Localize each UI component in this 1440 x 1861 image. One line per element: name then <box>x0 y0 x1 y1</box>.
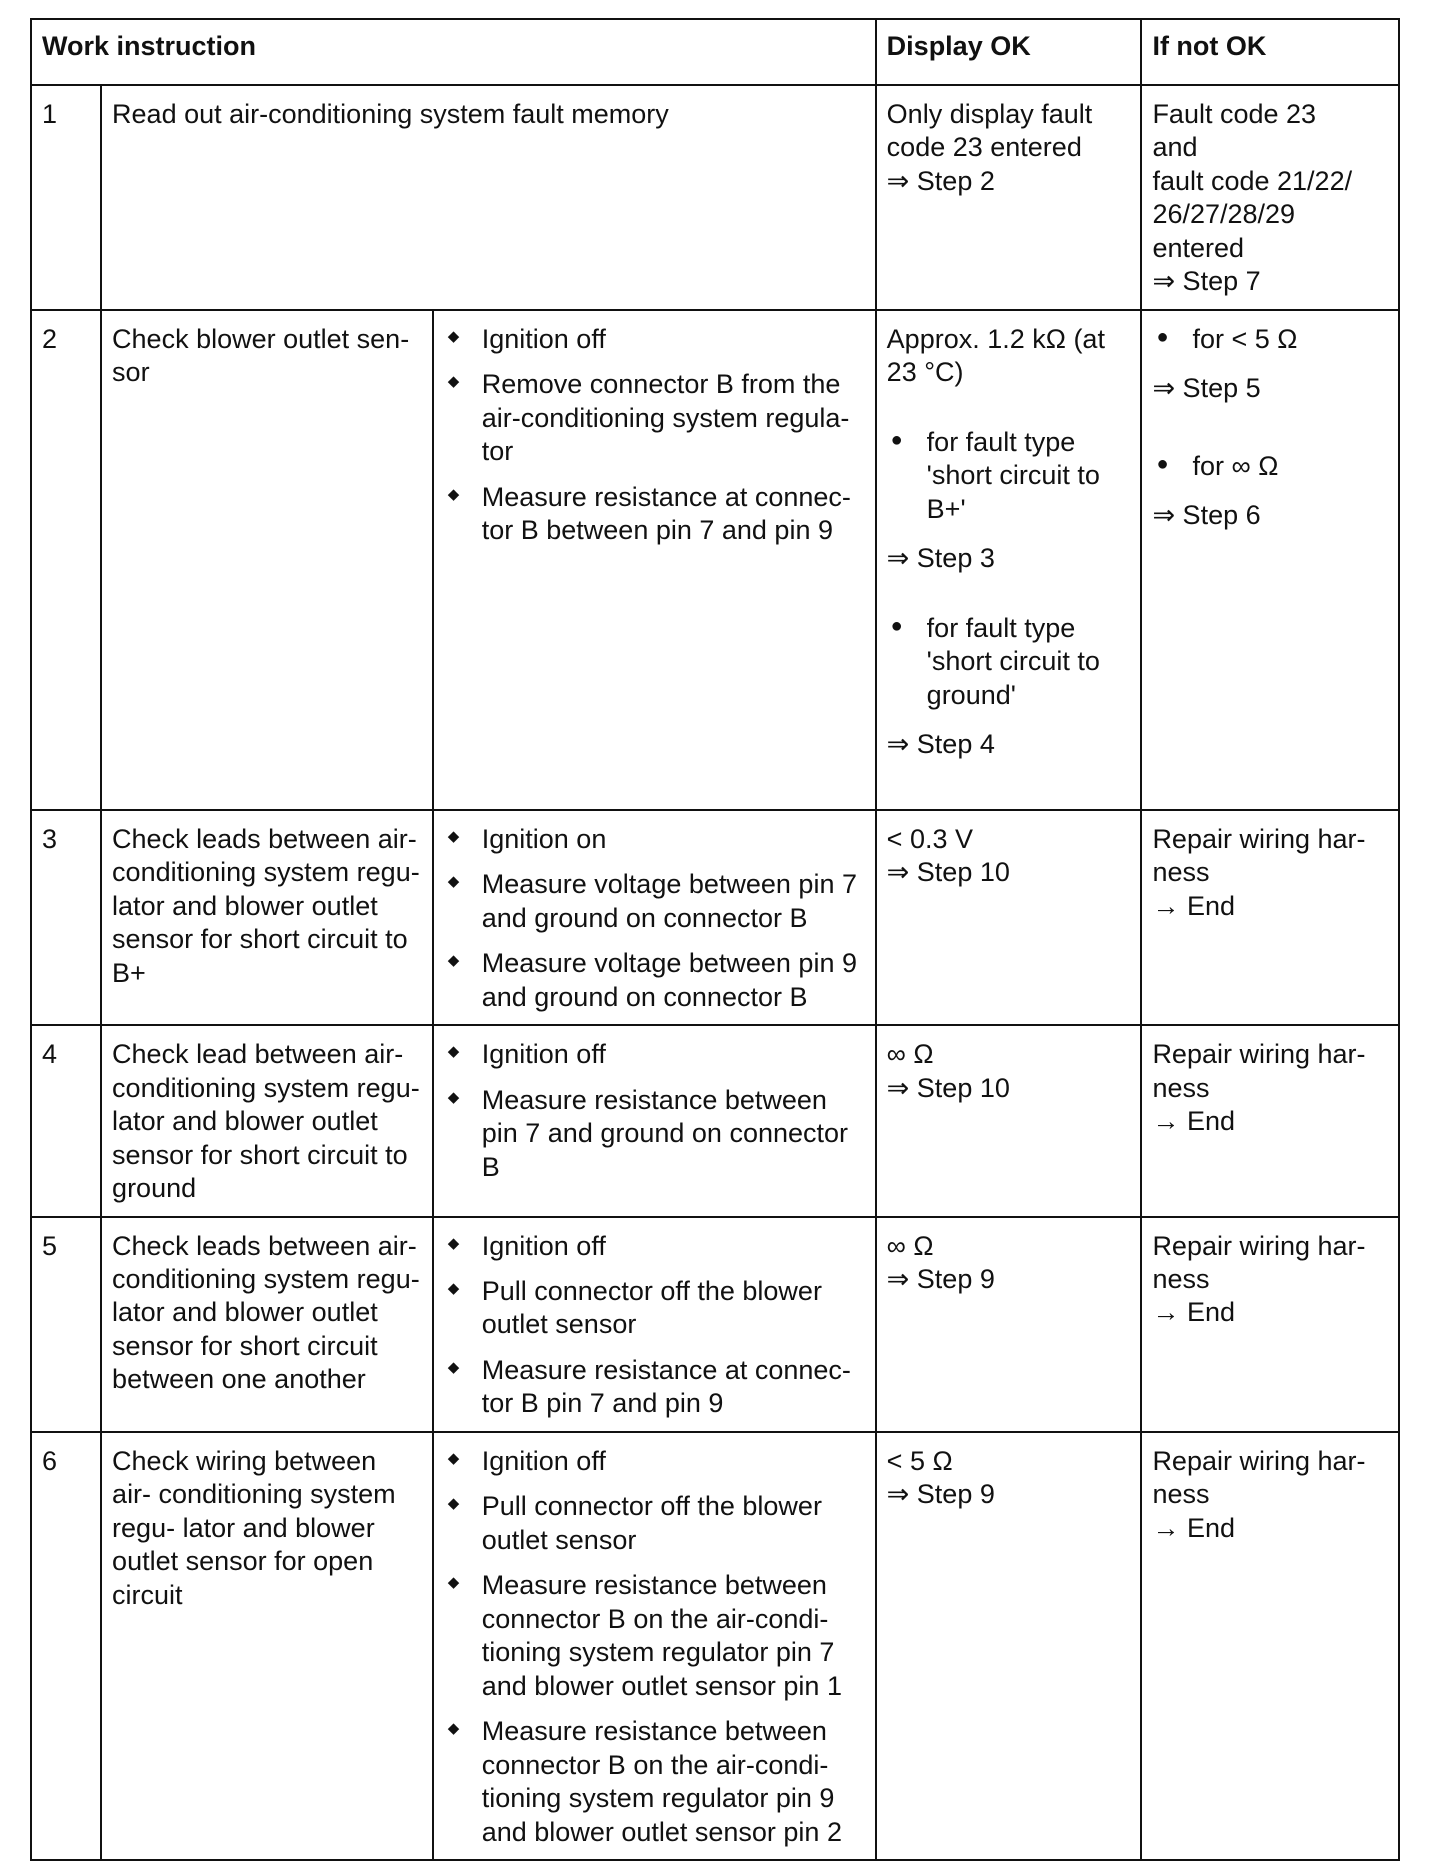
step-number: 5 <box>31 1217 101 1432</box>
instruction-text: Check leads between air- conditioning system regu- lator and blower outlet sensor for short circuit to B+ <box>101 810 433 1025</box>
table-row <box>31 85 1399 310</box>
table-row <box>31 810 1399 1025</box>
sub-steps-cell <box>433 1025 876 1216</box>
ok-value: < 0.3 V <box>886 823 973 854</box>
not-ok-result: ⇒ Step 6 <box>1152 500 1261 531</box>
sub-steps-cell <box>433 310 876 810</box>
ok-result: ⇒ Step 9 <box>886 1263 995 1294</box>
ok-value: ∞ Ω <box>886 1039 934 1070</box>
ok-case: ● for fault type 'short circuit to B+' <box>887 426 1131 526</box>
sub-step: ◆ Measure voltage between pin 9 and ground on connector B <box>444 947 865 1014</box>
step-number: 2 <box>31 310 101 810</box>
not-ok-result: → End <box>1152 1297 1235 1328</box>
not-ok-case: ● for ∞ Ω <box>1152 450 1388 483</box>
instruction-text: Read out air-conditioning system fault memory <box>101 85 876 310</box>
step-number: 3 <box>31 810 101 1025</box>
sub-step: ◆ Ignition off <box>444 1230 865 1263</box>
not-ok-cell <box>1141 1432 1399 1860</box>
table-row <box>31 1217 1399 1432</box>
table-row <box>31 310 1399 810</box>
ok-value: ∞ Ω <box>886 1230 934 1261</box>
sub-step: ◆ Measure resistance at connec- tor B between pin 7 and pin 9 <box>444 481 865 548</box>
sub-steps-cell <box>433 1217 876 1432</box>
not-ok-cell <box>1141 85 1399 310</box>
not-ok-result: ⇒ Step 7 <box>1152 266 1261 297</box>
table-header-row <box>31 19 1399 85</box>
sub-steps-list <box>444 1038 865 1184</box>
not-ok-text: fault code 21/22/ 26/27/28/29 entered <box>1152 165 1353 263</box>
not-ok-text: and <box>1152 132 1198 163</box>
display-ok-cell <box>876 85 1142 310</box>
instruction-text: Check wiring between air- conditioning system regu- lator and blower outlet sensor for open circuit <box>101 1432 433 1860</box>
ok-result: ⇒ Step 9 <box>886 1479 995 1510</box>
sub-step: ◆ Measure resistance at connec- tor B pin 7 and pin 9 <box>444 1354 865 1421</box>
sub-step: ◆ Measure voltage between pin 7 and ground on connector B <box>444 868 865 935</box>
header-if-not-ok: If not OK <box>1141 19 1399 85</box>
header-work-instruction: Work instruction <box>31 19 876 85</box>
table-row <box>31 1432 1399 1860</box>
not-ok-text: Repair wiring har- ness <box>1152 1039 1366 1103</box>
sub-step: ◆ Measure resistance between pin 7 and ground on connector B <box>444 1084 865 1184</box>
not-ok-cell <box>1141 1025 1399 1216</box>
ok-value: < 5 Ω <box>886 1445 953 1476</box>
sub-step: ◆ Ignition off <box>444 323 865 356</box>
not-ok-text: Repair wiring har- ness <box>1152 1230 1366 1294</box>
sub-step: ◆ Measure resistance between connector B on the air-condi- tioning system regulator pin 9 and blower outlet sensor pin 2 <box>444 1715 865 1849</box>
sub-steps-cell <box>433 1432 876 1860</box>
work-instruction-document <box>30 18 1400 1861</box>
sub-steps-list <box>444 1445 865 1849</box>
ok-case: ● for fault type 'short circuit to ground' <box>887 612 1131 712</box>
display-ok-cell <box>876 810 1142 1025</box>
sub-steps-list <box>444 323 865 548</box>
sub-steps-list <box>444 823 865 1014</box>
not-ok-result: ⇒ Step 5 <box>1152 373 1261 404</box>
not-ok-result: → End <box>1152 1512 1235 1543</box>
ok-result: ⇒ Step 10 <box>886 857 1010 888</box>
ok-result: ⇒ Step 10 <box>886 1072 1010 1103</box>
display-ok-cell <box>876 1025 1142 1216</box>
instruction-text: Check leads between air- conditioning system regu- lator and blower outlet sensor for short circuit between one another <box>101 1217 433 1432</box>
step-number: 4 <box>31 1025 101 1216</box>
not-ok-result: → End <box>1152 1106 1235 1137</box>
not-ok-text: Fault code 23 <box>1152 99 1317 129</box>
sub-step: ◆ Ignition off <box>444 1038 865 1071</box>
sub-steps-list <box>444 1230 865 1421</box>
display-ok-cell <box>876 310 1142 810</box>
instruction-text: Check lead between air- conditioning system regu- lator and blower outlet sensor for short circuit to ground <box>101 1025 433 1216</box>
step-number: 6 <box>31 1432 101 1860</box>
not-ok-text: Repair wiring har- ness <box>1152 1445 1366 1510</box>
sub-step: ◆ Pull connector off the blower outlet sensor <box>444 1275 865 1342</box>
ok-value: Approx. 1.2 kΩ (at 23 °C) <box>886 323 1105 388</box>
ok-text: Only display fault code 23 entered <box>886 99 1093 163</box>
not-ok-cell <box>1141 810 1399 1025</box>
sub-step: ◆ Remove connector B from the air-conditioning system regula- tor <box>444 368 865 468</box>
work-instruction-table <box>30 18 1400 1861</box>
table-row <box>31 1025 1399 1216</box>
instruction-text: Check blower outlet sen- sor <box>101 310 433 810</box>
header-display-ok: Display OK <box>876 19 1142 85</box>
ok-result: ⇒ Step 3 <box>886 543 995 574</box>
display-ok-cell <box>876 1432 1142 1860</box>
not-ok-cell <box>1141 310 1399 810</box>
not-ok-cell <box>1141 1217 1399 1432</box>
step-number: 1 <box>31 85 101 310</box>
sub-step: ◆ Ignition off <box>444 1445 865 1478</box>
not-ok-result: → End <box>1152 890 1235 921</box>
sub-step: ◆ Measure resistance between connector B on the air-condi- tioning system regulator pin 7 and blower outlet sensor pin 1 <box>444 1569 865 1703</box>
sub-step: ◆ Pull connector off the blower outlet sensor <box>444 1490 865 1557</box>
sub-step: ◆ Ignition on <box>444 823 865 856</box>
display-ok-cell <box>876 1217 1142 1432</box>
sub-steps-cell <box>433 810 876 1025</box>
ok-result: ⇒ Step 4 <box>886 729 995 760</box>
not-ok-case: ● for < 5 Ω <box>1152 323 1388 356</box>
ok-result: ⇒ Step 2 <box>886 165 995 196</box>
not-ok-text: Repair wiring har- ness <box>1152 823 1366 888</box>
